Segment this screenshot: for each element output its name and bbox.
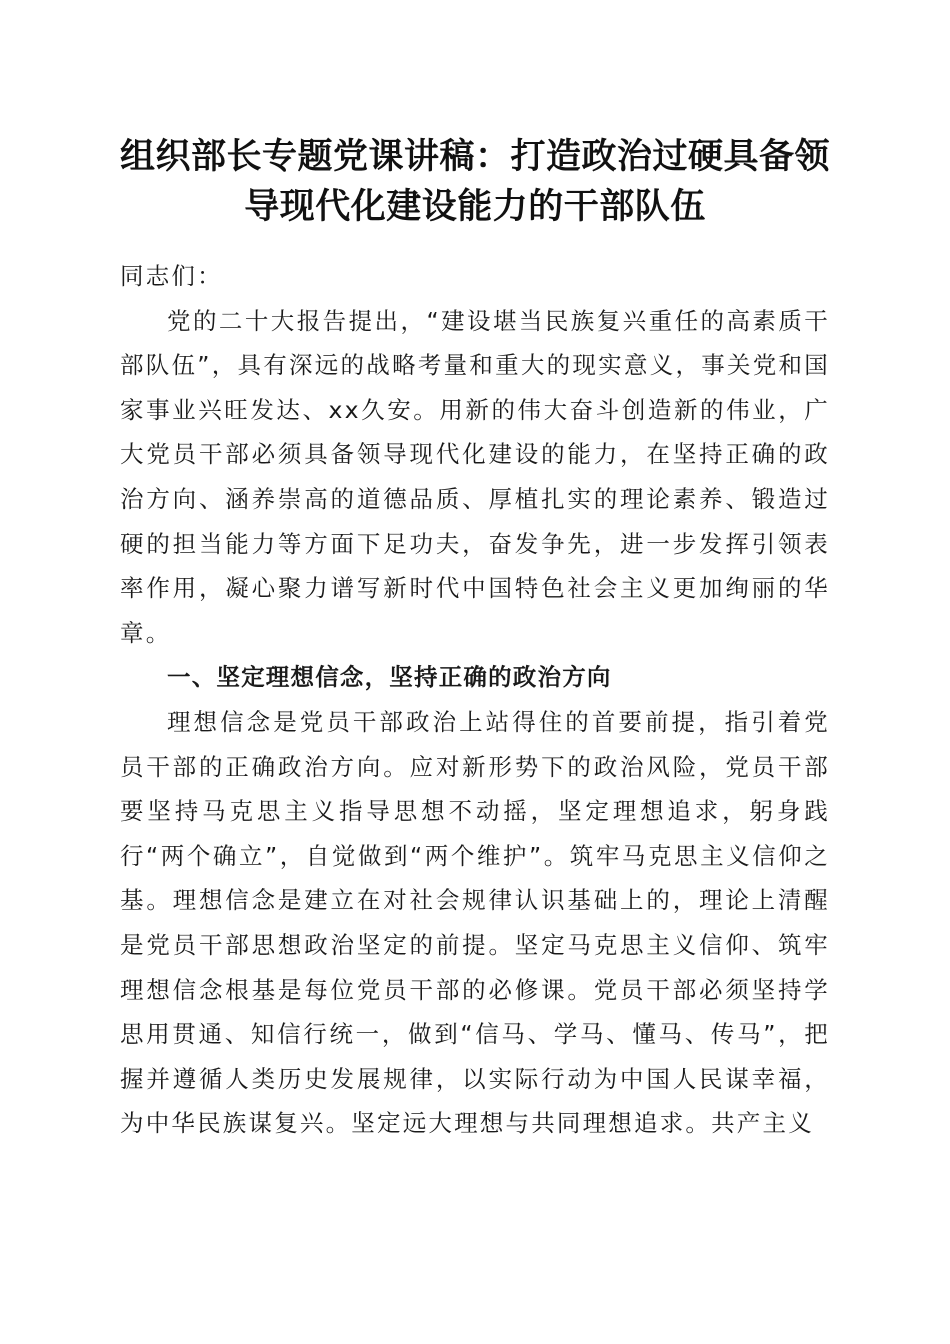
section-heading-1: 一、坚定理想信念，坚持正确的政治方向 — [167, 663, 612, 692]
intro-paragraph: 党的二十大报告提出，“建设堪当民族复兴重任的高素质干部队伍”，具有深远的战略考量和重大的现实意义，事关党和国家事业兴旺发达、xx久安。用新的伟大奋斗创造新的伟业，广大党员干部必须具备领导现代化建设的能力，在坚持正确的政治方向、涵养崇高的道德品质、厚植扎实的理论素养、锻造过硬的担当能力等方面下足功夫，奋发争先，进一步发挥引领表率作用，凝心聚力谱写新时代中国特色社会主义更加绚丽的华章。 — [120, 306, 830, 647]
title-line-2: 导现代化建设能力的干部队伍 — [244, 186, 706, 227]
document-title — [100, 132, 850, 232]
salutation: 同志们： — [120, 262, 223, 290]
title-line-1: 组织部长专题党课讲稿：打造政治过硬具备领 — [119, 136, 830, 177]
section-1-paragraph: 理想信念是党员干部政治上站得住的首要前提，指引着党员干部的正确政治方向。应对新形势下的政治风险，党员干部要坚持马克思主义指导思想不动摇，坚定理想追求，躬身践行“两个确立”，自觉做到“两个维护”。筑牢马克思主义信仰之基。理想信念是建立在对社会规律认识基础上的，理论上清醒是党员干部思想政治坚定的前提。坚定马克思主义信仰、筑牢理想信念根基是每位党员干部的必修课。党员干部必须坚持学思用贯通、知信行统一，做到“信马、学马、懂马、传马”，把握并遵循人类历史发展规律，以实际行动为中国人民谋幸福，为中华民族谋复兴。坚定远大理想与共同理想追求。共产主义 — [120, 707, 830, 1138]
document-body — [120, 254, 830, 1146]
